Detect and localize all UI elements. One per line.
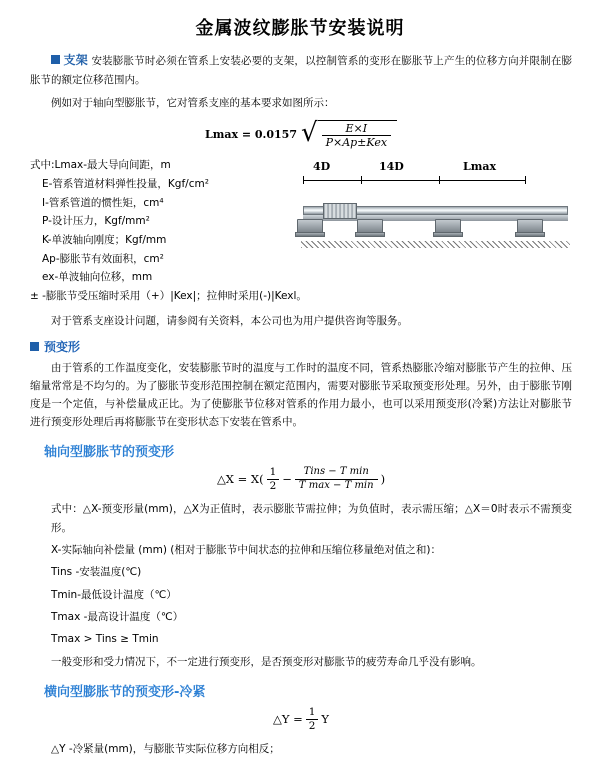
bellows-expansion-joint <box>323 203 357 219</box>
axial-equation-half-numerator: 1 <box>269 465 277 478</box>
axial-predeform-heading: 轴向型膨胀节的预变形 <box>44 444 175 460</box>
bracket-section-heading: 支架 <box>63 53 88 67</box>
axial-predeform-equation <box>30 466 572 492</box>
figure-dimension-lines <box>295 176 572 186</box>
axial-equation-rhs: ) <box>380 472 386 487</box>
lmax-formula-lhs: Lmax = 0.0157 <box>204 128 297 142</box>
axial-equation-half-denominator: 2 <box>267 479 280 493</box>
pipe-support-guide-3 <box>517 219 543 233</box>
axial-note-line: 一般变形和受力情况下，不一定进行预变形，是否预变形对膨胀节的疲劳寿命几乎没有影响。 <box>51 655 482 668</box>
blue-square-bullet-icon <box>51 55 60 64</box>
lateral-note-line: △Y -冷紧量(mm)，与膨胀节实际位移方向相反； <box>51 743 280 756</box>
figure-dimension-labels <box>295 160 572 176</box>
lateral-equation-numerator: 1 <box>308 706 316 719</box>
sqrt-symbol-icon: √ $\frac{E\times I}{\text{P×Ap±Kex}}$ <box>301 120 397 151</box>
axial-equation-ratio-denominator: T max − T min <box>295 479 378 493</box>
axial-equation-lhs: △X = X( <box>216 472 264 487</box>
lmax-formula-denominator: P×Ap±Kex <box>322 135 391 150</box>
lmax-formula <box>30 117 572 151</box>
axial-equation-ratio-numerator: Tins − T min <box>303 466 369 478</box>
blue-square-bullet-icon <box>30 342 39 351</box>
axial-note-line: X-实际轴向补偿量 (mm) (相对于膨胀节中间状态的拉伸和压缩位移量绝对值之和)： <box>51 543 441 556</box>
legend-item: ex-单波轴向位移，mm <box>42 271 153 284</box>
lateral-equation-lhs: △Y = <box>272 712 303 727</box>
lateral-predeform-heading: 横向型膨胀节的预变形-冷紧 <box>44 685 206 701</box>
bracket-paragraph-2: 例如对于轴向型膨胀节，它对管系支座的基本要求如图所示： <box>51 96 335 109</box>
axial-note-line: Tins -安装温度(℃) <box>51 566 142 579</box>
document-body <box>0 50 600 759</box>
axial-equation-minus: − <box>282 472 292 487</box>
predeform-section-heading <box>30 338 572 355</box>
axial-note-line: Tmax > Tins ≥ Tmin <box>51 633 159 646</box>
pipe-support-guide-2 <box>435 219 461 233</box>
lmax-formula-numerator: E×I <box>345 121 368 135</box>
axial-note-line: Tmin-最低设计温度（℃） <box>51 588 177 601</box>
legend-figure-row <box>30 156 572 306</box>
pipe-support-guide-1 <box>357 219 383 233</box>
figure-label-14d: 14D <box>379 160 404 174</box>
document-page <box>0 14 600 756</box>
lateral-predeform-equation <box>30 706 572 732</box>
legend-item: I-管系管道的惯性矩，cm⁴ <box>42 196 164 209</box>
pipe-support-anchor <box>297 219 323 233</box>
figure-label-4d: 4D <box>313 160 331 174</box>
page-title: 金属波纹膨胀节安装说明 <box>195 18 405 39</box>
axial-note-line: Tmax -最高设计温度（℃） <box>51 611 184 624</box>
predeform-heading-label: 预变形 <box>44 339 81 354</box>
figure-drawing <box>295 186 572 248</box>
legend-item: P-设计压力，Kgf/mm² <box>42 215 150 228</box>
predeform-paragraph: 由于管系的工作温度变化，安装膨胀节时的温度与工作时的温度不同，管系热膨胀冷缩对膨胀节产生的拉伸、压缩量常常是不均匀的。为了膨胀节变形范围控制在额定范围内，需要对膨胀节采取预变形处理。另外，由于膨胀节刚度是一个定值，与补偿量成正比。为了使膨胀节位移对管系的作用力最小，也可以采用预变形(冷紧)方法让对膨胀节进行预变形处理后再将膨胀节在变形状态下安装在管系中。 <box>30 361 572 428</box>
legend-item: Ap-膨胀节有效面积，cm² <box>42 252 164 265</box>
legend-item: 式中:Lmax-最大导向间距，m <box>30 159 171 172</box>
bracket-paragraph-1 <box>30 50 572 89</box>
bracket-note: 对于管系支座设计问题，请参阅有关资料，本公司也为用户提供咨询等服务。 <box>51 314 408 327</box>
lateral-equation-denominator: 2 <box>306 719 319 733</box>
ground-hatch <box>301 241 570 248</box>
bracket-paragraph-1-text: 安装膨胀节时必须在管系上安装必要的支架，以控制管系的变形在膨胀节上产生的位移方向并限制在膨胀节的额定位移范围内。 <box>30 55 572 86</box>
legend-item: K-单波轴向刚度；Kgf/mm <box>42 233 167 246</box>
pipe-support-figure <box>295 156 572 306</box>
lateral-equation-rhs: Y <box>321 712 329 727</box>
axial-note-line: 式中：△X-预变形量(mm)，△X为正值时，表示膨胀节需拉伸；为负值时，表示需压缩；△X＝0时表示不需预变形。 <box>51 503 572 534</box>
figure-label-lmax: Lmax <box>463 160 497 174</box>
legend-item: E-管系管道材料弹性投量，Kgf/cm² <box>42 177 209 190</box>
legend-item: ± -膨胀节受压缩时采用（+）|Kex|；拉伸时采用(-)|Kexl。 <box>30 290 307 303</box>
formula-legend <box>30 156 307 306</box>
